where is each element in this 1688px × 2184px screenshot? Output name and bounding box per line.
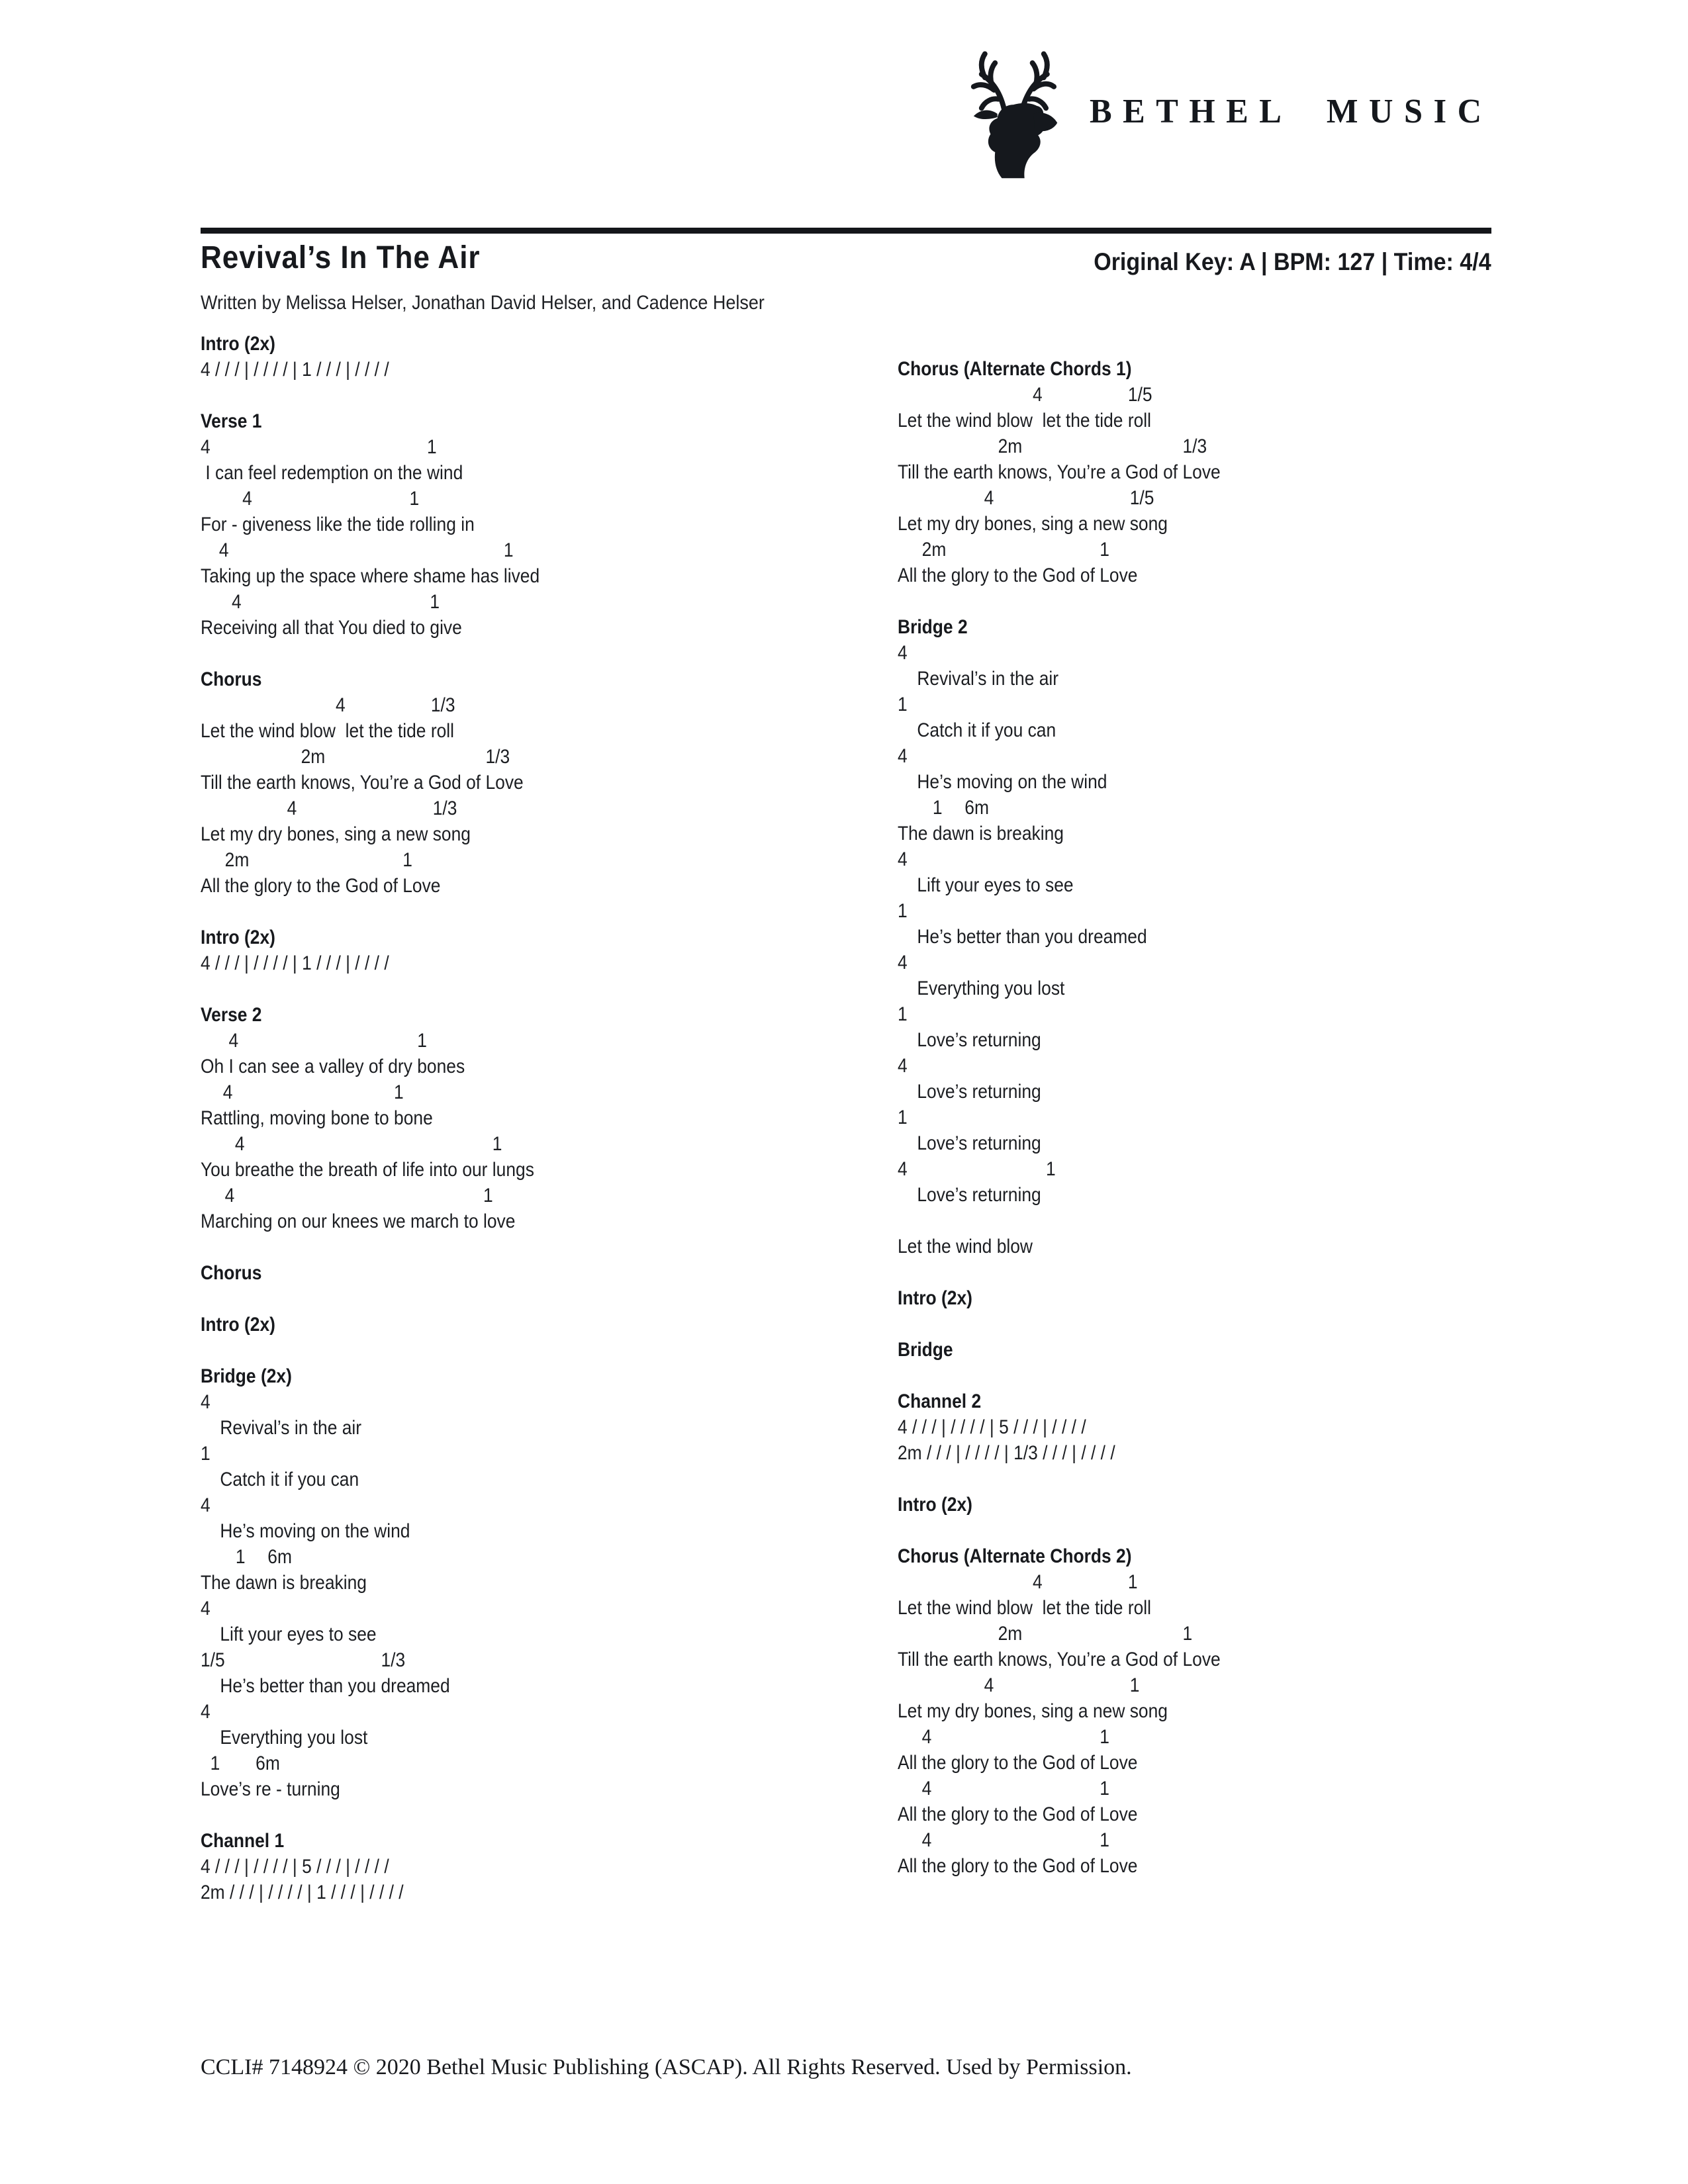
chord: 6m	[256, 1752, 280, 1774]
chord-anchor	[898, 1053, 908, 1079]
chord: 4	[1032, 384, 1043, 406]
lyric-line: Love’s returning	[898, 1029, 1041, 1051]
chord-pattern-line: 4 / / / | / / / / | 5 / / / | / / / /	[201, 1856, 389, 1878]
chord: 4	[898, 1055, 908, 1077]
chord-line	[201, 1389, 876, 1415]
lyric-line: I can feel redemption on the wind	[201, 462, 463, 484]
section-heading: Intro (2x)	[201, 333, 275, 355]
chord-anchor	[898, 1724, 1109, 1750]
chord: 4	[1032, 1571, 1043, 1593]
section-heading: Bridge (2x)	[201, 1365, 292, 1387]
song-title: Revival’s In The Air	[201, 240, 481, 275]
chord-anchor	[898, 1105, 908, 1130]
chord-anchor	[201, 434, 437, 460]
chord-anchor	[898, 846, 908, 872]
chord-anchor	[898, 1156, 1056, 1182]
chord-line	[898, 1724, 1503, 1750]
chord-line	[898, 1672, 1503, 1698]
lyric-line: Catch it if you can	[898, 719, 1056, 741]
chord-anchor	[201, 1441, 211, 1467]
chord: 4	[222, 1081, 233, 1103]
chord: 1/5	[1129, 487, 1154, 509]
chord: 2m	[301, 746, 326, 768]
chord-anchor	[898, 1827, 1109, 1853]
song-section	[898, 614, 1503, 1259]
chord: 2m	[998, 435, 1023, 457]
chord-pattern-line: 4 / / / | / / / / | 1 / / / | / / / /	[201, 952, 389, 974]
song-meta: Original Key: A | BPM: 127 | Time: 4/4	[1094, 248, 1491, 275]
chord: 1	[430, 591, 440, 613]
chord: 4	[201, 1391, 211, 1413]
lyric-line: Lift your eyes to see	[898, 874, 1074, 896]
chord: 4	[242, 488, 252, 510]
lyric-line: For - giveness like the tide rolling in	[201, 514, 475, 535]
song-section	[898, 1337, 1503, 1363]
lyric-line: Oh I can see a valley of dry bones	[201, 1056, 465, 1077]
section-heading: Intro (2x)	[898, 1287, 972, 1309]
chord: 4	[335, 694, 346, 716]
lyric-line: The dawn is breaking	[201, 1572, 367, 1594]
lyric-line: Let my dry bones, sing a new song	[898, 1700, 1168, 1722]
chord-anchor	[201, 1647, 405, 1673]
lyric-line: Everything you lost	[898, 978, 1065, 999]
lyric-line: Everything you lost	[201, 1727, 368, 1749]
chord: 1	[417, 1030, 427, 1052]
chord-line	[201, 796, 876, 821]
section-heading: Chorus	[201, 668, 262, 690]
song-section	[898, 1388, 1503, 1466]
logo-wordmark: BETHEL MUSIC	[1090, 93, 1493, 130]
lyric-line: Let my dry bones, sing a new song	[898, 513, 1168, 535]
chord: 1	[483, 1185, 493, 1206]
chord: 1	[932, 797, 943, 819]
lyric-line: Love’s returning	[898, 1184, 1041, 1206]
chord: 1	[1129, 1674, 1140, 1696]
chord: 1	[394, 1081, 404, 1103]
chord: 1	[1127, 1571, 1138, 1593]
chord: 1	[1100, 539, 1109, 561]
chord: 1/3	[430, 694, 455, 716]
chord-anchor	[898, 1672, 1139, 1698]
lyric-line: He’s better than you dreamed	[201, 1675, 450, 1697]
chord: 4	[921, 1726, 932, 1748]
chord-line	[898, 692, 1503, 717]
lyric-line: Rattling, moving bone to bone	[201, 1107, 433, 1129]
chord-line	[898, 485, 1503, 511]
chord: 1	[1100, 1829, 1109, 1851]
chord-line	[201, 1544, 876, 1570]
chord-line	[898, 1156, 1503, 1182]
chord: 1	[1100, 1778, 1109, 1799]
chord: 1	[898, 694, 908, 715]
chord: 1	[426, 436, 437, 458]
chord: 1/3	[432, 797, 457, 819]
chord: 4	[201, 1494, 211, 1516]
chord-anchor	[898, 485, 1154, 511]
song-section	[201, 666, 876, 899]
chord: 1/3	[381, 1649, 406, 1671]
lyric-line: All the glory to the God of Love	[201, 875, 441, 897]
chord: 1	[1046, 1158, 1056, 1180]
section-heading: Verse 1	[201, 410, 262, 432]
section-heading: Intro (2x)	[898, 1494, 972, 1516]
chord-line	[201, 1441, 876, 1467]
chord: 4	[201, 1598, 211, 1619]
chord-line	[201, 1183, 876, 1208]
lyric-line: Till the earth knows, You’re a God of Love	[898, 461, 1221, 483]
chord: 1	[503, 539, 514, 561]
song-section	[201, 1363, 876, 1802]
chord-anchor	[898, 1776, 1109, 1801]
chord-anchor	[898, 1621, 1192, 1647]
chord-line	[898, 1105, 1503, 1130]
chord-anchor	[201, 486, 419, 512]
lyric-line: Let the wind blow let the tide roll	[898, 410, 1152, 432]
chord-pattern-line: 2m / / / | / / / / | 1 / / / | / / / /	[201, 1882, 404, 1903]
chord-pattern-line: 2m / / / | / / / / | 1/3 / / / | / / / /	[898, 1442, 1115, 1464]
chord: 2m	[921, 539, 947, 561]
lyric-line: The dawn is breaking	[898, 823, 1064, 844]
chord: 4	[898, 642, 908, 664]
byline: Written by Melissa Helser, Jonathan David Helser, and Cadence Helser	[201, 292, 765, 314]
chord: 2m	[998, 1623, 1023, 1645]
chord-line	[201, 434, 876, 460]
chord-line	[201, 1131, 876, 1157]
chord-line	[201, 1699, 876, 1725]
chord: 4	[287, 797, 297, 819]
right-column	[898, 356, 1503, 1905]
chord-line	[201, 589, 876, 615]
chord: 1/3	[485, 746, 510, 768]
song-section	[898, 1543, 1503, 1879]
lyric-line: Love’s re - turning	[201, 1778, 340, 1800]
chord-anchor	[898, 382, 1152, 408]
chord-anchor	[898, 950, 908, 976]
chord-anchor	[898, 640, 908, 666]
lyric-line: All the glory to the God of Love	[898, 565, 1138, 586]
section-heading: Bridge 2	[898, 616, 968, 638]
chord: 1	[402, 849, 412, 871]
chord: 4	[898, 1158, 908, 1180]
chord-line	[898, 898, 1503, 924]
chord-line	[898, 433, 1503, 459]
lyric-line: Till the earth knows, You’re a God of Love	[201, 772, 524, 794]
section-heading: Verse 2	[201, 1004, 262, 1026]
chord: 1	[201, 1443, 211, 1465]
chord: 4	[218, 539, 229, 561]
chord-line	[898, 1569, 1503, 1595]
lyric-line: Love’s returning	[898, 1132, 1041, 1154]
chord: 1	[898, 900, 908, 922]
song-section	[898, 1492, 1503, 1518]
chord-anchor	[201, 1544, 292, 1570]
chord-anchor	[201, 589, 440, 615]
lyric-line: Let the wind blow	[898, 1236, 1033, 1257]
chord-line	[201, 1596, 876, 1621]
chord-anchor	[898, 743, 908, 769]
song-section	[201, 1260, 876, 1286]
chord: 6m	[267, 1546, 292, 1568]
chord: 6m	[964, 797, 989, 819]
song-section	[201, 1312, 876, 1338]
chord: 1	[1100, 1726, 1109, 1748]
chord-line	[898, 640, 1503, 666]
chord-line	[898, 795, 1503, 821]
chord-anchor	[201, 1596, 211, 1621]
chord-anchor	[201, 847, 412, 873]
chord-line	[898, 846, 1503, 872]
chord-line	[201, 847, 876, 873]
chord-line	[201, 1492, 876, 1518]
chord: 4	[984, 487, 994, 509]
lyric-line: He’s better than you dreamed	[898, 926, 1147, 948]
lyric-line: Revival’s in the air	[201, 1417, 362, 1439]
chord-anchor	[201, 1389, 211, 1415]
lyric-line: You breathe the breath of life into our lungs	[201, 1159, 534, 1181]
chord-anchor	[201, 1699, 211, 1725]
chord: 1	[235, 1546, 246, 1568]
chord: 4	[228, 1030, 239, 1052]
lyric-line: Let the wind blow let the tide roll	[898, 1597, 1152, 1619]
song-section	[201, 1828, 876, 1905]
chord: 4	[898, 952, 908, 974]
chord: 4	[898, 848, 908, 870]
lyric-line: Let the wind blow let the tide roll	[201, 720, 455, 742]
chord: 4	[921, 1829, 932, 1851]
lyric-line: Till the earth knows, You’re a God of Love	[898, 1649, 1221, 1670]
lyric-line: Revival’s in the air	[898, 668, 1059, 690]
chord-line	[201, 1079, 876, 1105]
chord: 4	[231, 591, 242, 613]
chord-anchor	[201, 537, 514, 563]
section-heading: Intro (2x)	[201, 927, 275, 948]
chord-line	[201, 537, 876, 563]
chord-anchor	[201, 692, 455, 718]
left-column	[201, 331, 876, 1931]
chord-line	[898, 537, 1503, 563]
chord-anchor	[898, 692, 908, 717]
song-section	[201, 1002, 876, 1234]
chord: 1/5	[1127, 384, 1152, 406]
chord-anchor	[201, 1028, 427, 1054]
chord-line	[201, 1028, 876, 1054]
lyric-line: All the glory to the God of Love	[898, 1752, 1138, 1774]
chord-pattern-line: 4 / / / | / / / / | 5 / / / | / / / /	[898, 1416, 1086, 1438]
chord: 1	[898, 1003, 908, 1025]
chord-anchor	[201, 744, 510, 770]
lyric-line: Lift your eyes to see	[201, 1623, 377, 1645]
section-heading: Bridge	[898, 1339, 953, 1361]
chord: 4	[234, 1133, 245, 1155]
bethel-music-logo	[959, 44, 1505, 179]
copyright-line: CCLI# 7148924 © 2020 Bethel Music Publishing (ASCAP). All Rights Reserved. Used by Permission.	[201, 2055, 1132, 2079]
chord-anchor	[201, 1079, 404, 1105]
section-heading: Channel 2	[898, 1390, 982, 1412]
section-heading: Intro (2x)	[201, 1314, 275, 1336]
chord-anchor	[898, 898, 908, 924]
chord-line	[898, 743, 1503, 769]
chord: 4	[201, 436, 211, 458]
chord-line	[898, 1776, 1503, 1801]
chord-line	[898, 382, 1503, 408]
chord-pattern-line: 4 / / / | / / / / | 1 / / / | / / / /	[201, 359, 389, 381]
lyric-line: Let my dry bones, sing a new song	[201, 823, 471, 845]
section-heading: Chorus	[201, 1262, 262, 1284]
lyric-line: He’s moving on the wind	[201, 1520, 410, 1542]
chord-line	[201, 1647, 876, 1673]
chord-anchor	[898, 537, 1109, 563]
chord-anchor	[898, 1569, 1138, 1595]
lyric-line: Catch it if you can	[201, 1469, 359, 1490]
lyric-line: Love’s returning	[898, 1081, 1041, 1103]
section-heading: Channel 1	[201, 1830, 285, 1852]
chord: 1/5	[201, 1649, 225, 1671]
chord-line	[898, 950, 1503, 976]
chord-anchor	[201, 1492, 211, 1518]
deer-icon	[959, 44, 1072, 179]
chord: 2m	[224, 849, 250, 871]
lyric-line: Receiving all that You died to give	[201, 617, 462, 639]
chord-line	[201, 744, 876, 770]
chord: 4	[921, 1778, 932, 1799]
chord-line	[201, 486, 876, 512]
chord-line	[201, 1751, 876, 1776]
chord-line	[898, 1001, 1503, 1027]
chord-anchor	[201, 1131, 502, 1157]
lyric-line: Marching on our knees we march to love	[201, 1210, 516, 1232]
song-section	[201, 408, 876, 641]
chord-line	[898, 1827, 1503, 1853]
lyric-line: All the glory to the God of Love	[898, 1803, 1138, 1825]
chord: 1	[210, 1752, 220, 1774]
section-heading: Chorus (Alternate Chords 1)	[898, 358, 1132, 380]
chord-anchor	[201, 1751, 280, 1776]
chord-line	[201, 692, 876, 718]
chord: 1	[492, 1133, 502, 1155]
chord: 1	[1182, 1623, 1193, 1645]
chord: 4	[898, 745, 908, 767]
chord-line	[898, 1053, 1503, 1079]
chord-anchor	[201, 1183, 493, 1208]
lyric-line: All the glory to the God of Love	[898, 1855, 1138, 1877]
spacer-line	[898, 1208, 1503, 1234]
chord: 1/3	[1182, 435, 1207, 457]
song-section	[201, 331, 876, 383]
header-divider	[201, 228, 1491, 234]
chord: 4	[224, 1185, 235, 1206]
chord-line	[898, 1621, 1503, 1647]
chord: 1	[898, 1107, 908, 1128]
chord: 4	[201, 1701, 211, 1723]
chord: 1	[409, 488, 420, 510]
lyric-line: Taking up the space where shame has lived	[201, 565, 540, 587]
song-section	[898, 1285, 1503, 1311]
song-section	[898, 356, 1503, 588]
lyric-line: He’s moving on the wind	[898, 771, 1107, 793]
chord: 4	[984, 1674, 994, 1696]
chord-anchor	[201, 796, 457, 821]
song-section	[201, 925, 876, 976]
section-heading: Chorus (Alternate Chords 2)	[898, 1545, 1132, 1567]
chord-anchor	[898, 1001, 908, 1027]
chord-anchor	[898, 795, 989, 821]
chord-anchor	[898, 433, 1207, 459]
